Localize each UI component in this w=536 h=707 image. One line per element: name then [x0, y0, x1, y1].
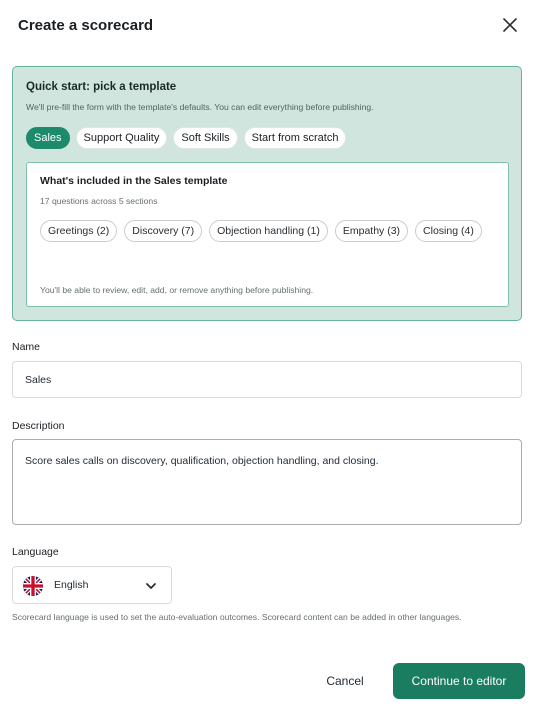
- description-label: Description: [12, 420, 65, 432]
- close-button[interactable]: [498, 13, 522, 37]
- dialog-title: Create a scorecard: [18, 17, 154, 34]
- chevron-down-icon: [145, 580, 157, 592]
- continue-to-editor-button[interactable]: Continue to editor: [393, 663, 525, 699]
- template-chip-soft-skills[interactable]: Soft Skills: [173, 127, 237, 149]
- template-chip-support-quality[interactable]: Support Quality: [76, 127, 168, 149]
- close-icon: [503, 18, 517, 32]
- section-tag: Discovery (7): [124, 220, 202, 242]
- section-tag: Closing (4): [415, 220, 482, 242]
- quick-start-title: Quick start: pick a template: [26, 81, 177, 93]
- section-tags: [40, 220, 490, 242]
- included-title: What's included in the Sales template: [40, 175, 228, 187]
- quick-start-subtitle: We'll pre-fill the form with the template's defaults. You can edit everything before publishing.: [26, 102, 374, 112]
- language-help-text: Scorecard language is used to set the auto-evaluation outcomes. Scorecard content can be added in other languages.: [12, 612, 462, 622]
- quick-start-panel: [12, 66, 522, 321]
- section-tag: Objection handling (1): [209, 220, 328, 242]
- language-value: English: [54, 579, 89, 591]
- language-select[interactable]: [12, 566, 172, 604]
- uk-flag-icon: [23, 576, 43, 596]
- description-textarea[interactable]: Score sales calls on discovery, qualification, objection handling, and closing.: [12, 439, 522, 525]
- template-chip-start-from-scratch[interactable]: Start from scratch: [244, 127, 347, 149]
- name-input[interactable]: Sales: [12, 361, 522, 398]
- included-subtitle: 17 questions across 5 sections: [40, 196, 158, 206]
- language-label: Language: [12, 546, 59, 558]
- template-included-box: [26, 162, 509, 307]
- section-tag: Empathy (3): [335, 220, 408, 242]
- template-chips: [26, 127, 346, 149]
- section-tag: Greetings (2): [40, 220, 117, 242]
- included-footnote: You'll be able to review, edit, add, or remove anything before publishing.: [40, 285, 314, 295]
- template-chip-sales[interactable]: Sales: [26, 127, 70, 149]
- cancel-button[interactable]: Cancel: [326, 674, 364, 688]
- name-label: Name: [12, 341, 41, 353]
